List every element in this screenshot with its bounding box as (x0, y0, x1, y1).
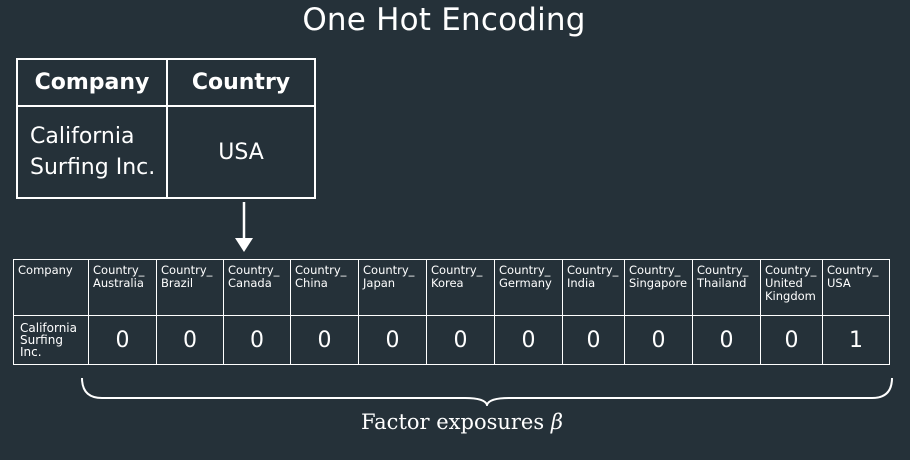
factor-exposures-caption (0, 410, 910, 434)
diagram-title: One Hot Encoding (302, 2, 586, 38)
encoded-value-cell: 0 (693, 316, 761, 365)
encoded-company-value (14, 316, 89, 365)
encoded-value-cell: 0 (224, 316, 291, 365)
company-value-line-1: California (30, 124, 135, 149)
encoded-country-header (823, 260, 890, 316)
encoded-country-header-line: Country_ (93, 263, 145, 277)
caption-text: Factor exposures (361, 410, 545, 434)
encoded-company-line-2: Surfing (20, 333, 63, 347)
input-table-row (17, 106, 315, 198)
encoded-country-header (761, 260, 823, 316)
encoded-country-header-line: Germany (499, 276, 552, 290)
encoded-value-cell: 1 (823, 316, 890, 365)
encoded-value-cell: 0 (495, 316, 563, 365)
encoded-country-header-line: China (295, 276, 328, 290)
down-arrow-icon (233, 202, 255, 254)
encoded-value-cell: 0 (89, 316, 157, 365)
country-header: Country (167, 59, 315, 106)
encoded-country-header-line: Japan (363, 276, 396, 290)
encoded-country-header-line: Country_ (499, 263, 551, 277)
encoded-country-header (224, 260, 291, 316)
encoded-country-header-line: Country_ (431, 263, 483, 277)
encoded-company-line-1: California (20, 321, 77, 335)
encoded-country-header-line: India (567, 276, 596, 290)
encoded-value-cell: 0 (359, 316, 427, 365)
encoded-country-header (291, 260, 359, 316)
encoded-value-cell: 0 (157, 316, 224, 365)
input-table (16, 58, 316, 199)
encoded-value-cell: 0 (761, 316, 823, 365)
encoded-country-header (89, 260, 157, 316)
encoded-country-header (495, 260, 563, 316)
encoded-country-header-line: Brazil (161, 276, 194, 290)
input-table-header-row (17, 59, 315, 106)
encoded-country-header-line: Country_ (827, 263, 879, 277)
encoded-country-header (157, 260, 224, 316)
encoded-country-header-line: United (765, 276, 803, 290)
encoded-country-header-line: Korea (431, 276, 464, 290)
encoded-country-header-line: Thailand (697, 276, 747, 290)
encoded-country-header-line: Country_ (363, 263, 415, 277)
company-header: Company (17, 59, 167, 106)
encoded-company-line-3: Inc. (20, 345, 42, 359)
beta-symbol: β (550, 410, 563, 434)
encoded-country-header-line: Kingdom (765, 289, 816, 303)
encoded-country-header-line: Canada (228, 276, 272, 290)
company-value (17, 106, 167, 198)
encoded-value-cell: 0 (427, 316, 495, 365)
encoded-value-cell: 0 (625, 316, 693, 365)
encoded-country-header-line: Australia (93, 276, 144, 290)
encoded-country-header-line: Singapore (629, 276, 688, 290)
encoded-value-cell: 0 (563, 316, 625, 365)
encoded-country-header-line: Country_ (228, 263, 280, 277)
encoded-value-cell: 0 (291, 316, 359, 365)
encoded-country-header-line: Country_ (629, 263, 681, 277)
encoded-country-header-line: Country_ (765, 263, 817, 277)
encoded-table-row (14, 316, 890, 365)
encoded-country-header-line: Country_ (295, 263, 347, 277)
curly-brace (80, 376, 894, 406)
encoded-country-header (693, 260, 761, 316)
encoded-country-header (625, 260, 693, 316)
company-value-line-2: Surfing Inc. (30, 155, 156, 180)
country-value: USA (167, 106, 315, 198)
encoded-country-header-line: USA (827, 276, 851, 290)
encoded-company-header: Company (14, 260, 89, 316)
encoded-country-header-line: Country_ (697, 263, 749, 277)
encoded-country-header (427, 260, 495, 316)
encoded-table (13, 259, 890, 365)
encoded-country-header-line: Country_ (161, 263, 213, 277)
encoded-table-header-row (14, 260, 890, 316)
encoded-country-header (359, 260, 427, 316)
encoded-country-header (563, 260, 625, 316)
encoded-country-header-line: Country_ (567, 263, 619, 277)
